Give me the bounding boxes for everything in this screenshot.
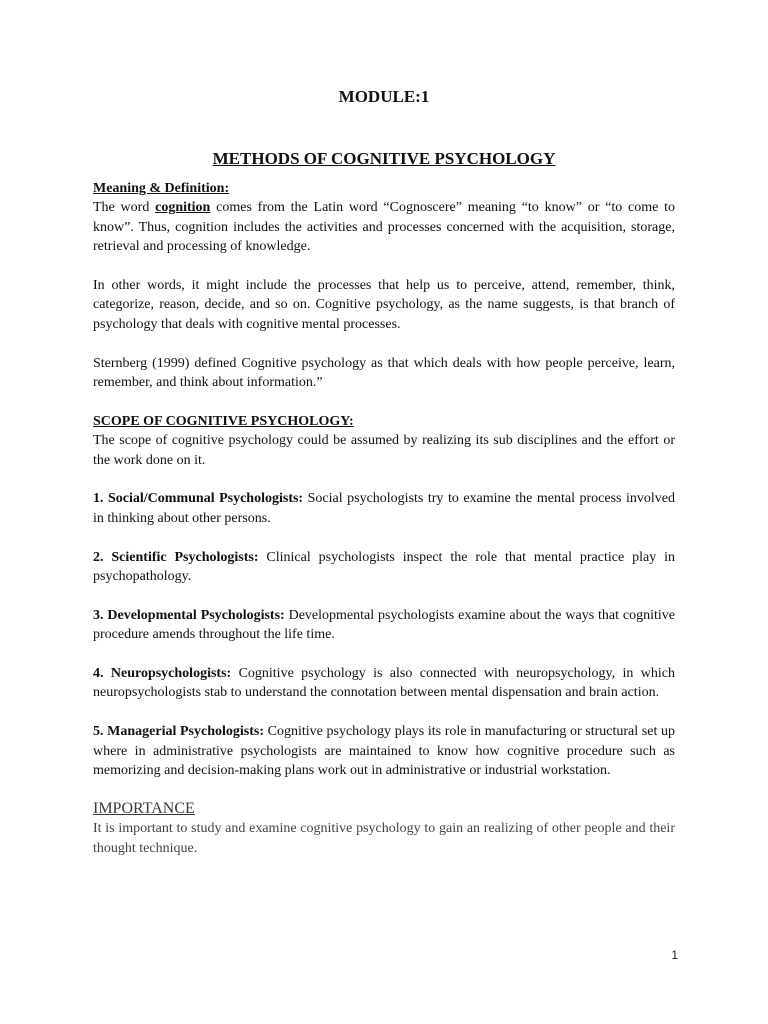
scope-item-text: Social psychologists try to examine the mental process involved in thinking about other persons. (93, 491, 675, 526)
scope-item-text: Cognitive psychology is also connected with neuropsychology, in which neuropsychologists stab to understand the connotation between mental dispensation and brain action. (93, 666, 675, 701)
scope-item-label: 3. Developmental Psychologists: (93, 607, 285, 623)
scope-item-label: 2. Scientific Psychologists: (93, 549, 259, 565)
document-body (93, 179, 675, 858)
scope-item-text: Clinical psychologists inspect the role that mental practice play in psychopathology. (93, 549, 675, 585)
meaning-paragraph-3: Sternberg (1999) defined Cognitive psychology as that which deals with how people perceive, learn, remember, and think about information.” (93, 355, 675, 391)
scope-item-2 (93, 548, 675, 587)
page-number: 1 (671, 948, 678, 962)
scope-item-label: 4. Neuropsychologists: (93, 666, 232, 682)
scope-item-5 (93, 722, 675, 780)
meaning-paragraph-2: In other words, it might include the processes that help us to perceive, attend, remember, think, categorize, reason, decide, and so on. Cognitive psychology, as the name suggests, is that branch of psychology that deals with cognitive mental processes. (93, 278, 675, 332)
document-page (93, 0, 678, 1024)
importance-heading: IMPORTANCE (93, 800, 195, 818)
meaning-paragraph-1: The word cognition comes from the Latin word “Cognoscere” meaning “to know” or “to come to know”. Thus, cognition includes the activities and processes concerned with the acquisition, storage, retrieval and processing of knowledge. (93, 200, 675, 255)
meaning-heading: Meaning & Definition: (93, 181, 230, 196)
module-title: MODULE:1 (338, 87, 430, 106)
scope-heading: SCOPE OF COGNITIVE PSYCHOLOGY: (93, 413, 354, 429)
scope-item-text: Developmental psychologists examine about the ways that cognitive procedure amends throughout the life time. (93, 607, 675, 643)
importance-paragraph: It is important to study and examine cognitive psychology to gain an realizing of other people and their thought technique. (93, 821, 675, 856)
scope-item-label: 5. Managerial Psychologists: (93, 724, 264, 740)
scope-item-label: 1. Social/Communal Psychologists: (93, 491, 304, 507)
scope-item-3 (93, 606, 675, 645)
scope-item-1 (93, 489, 675, 528)
keyword-cognition: cognition (155, 200, 211, 216)
document-title: METHODS OF COGNITIVE PSYCHOLOGY (212, 149, 556, 168)
scope-item-text: Cognitive psychology plays its role in manufacturing or structural set up where in administrative psychologists are maintained to know how cognitive procedure such as memorizing and decision-making plans work out in administrative or industrial workstation. (93, 724, 675, 779)
scope-intro: The scope of cognitive psychology could be assumed by realizing its sub disciplines and the effort or the work done on it. (93, 433, 675, 468)
scope-item-4 (93, 664, 675, 703)
